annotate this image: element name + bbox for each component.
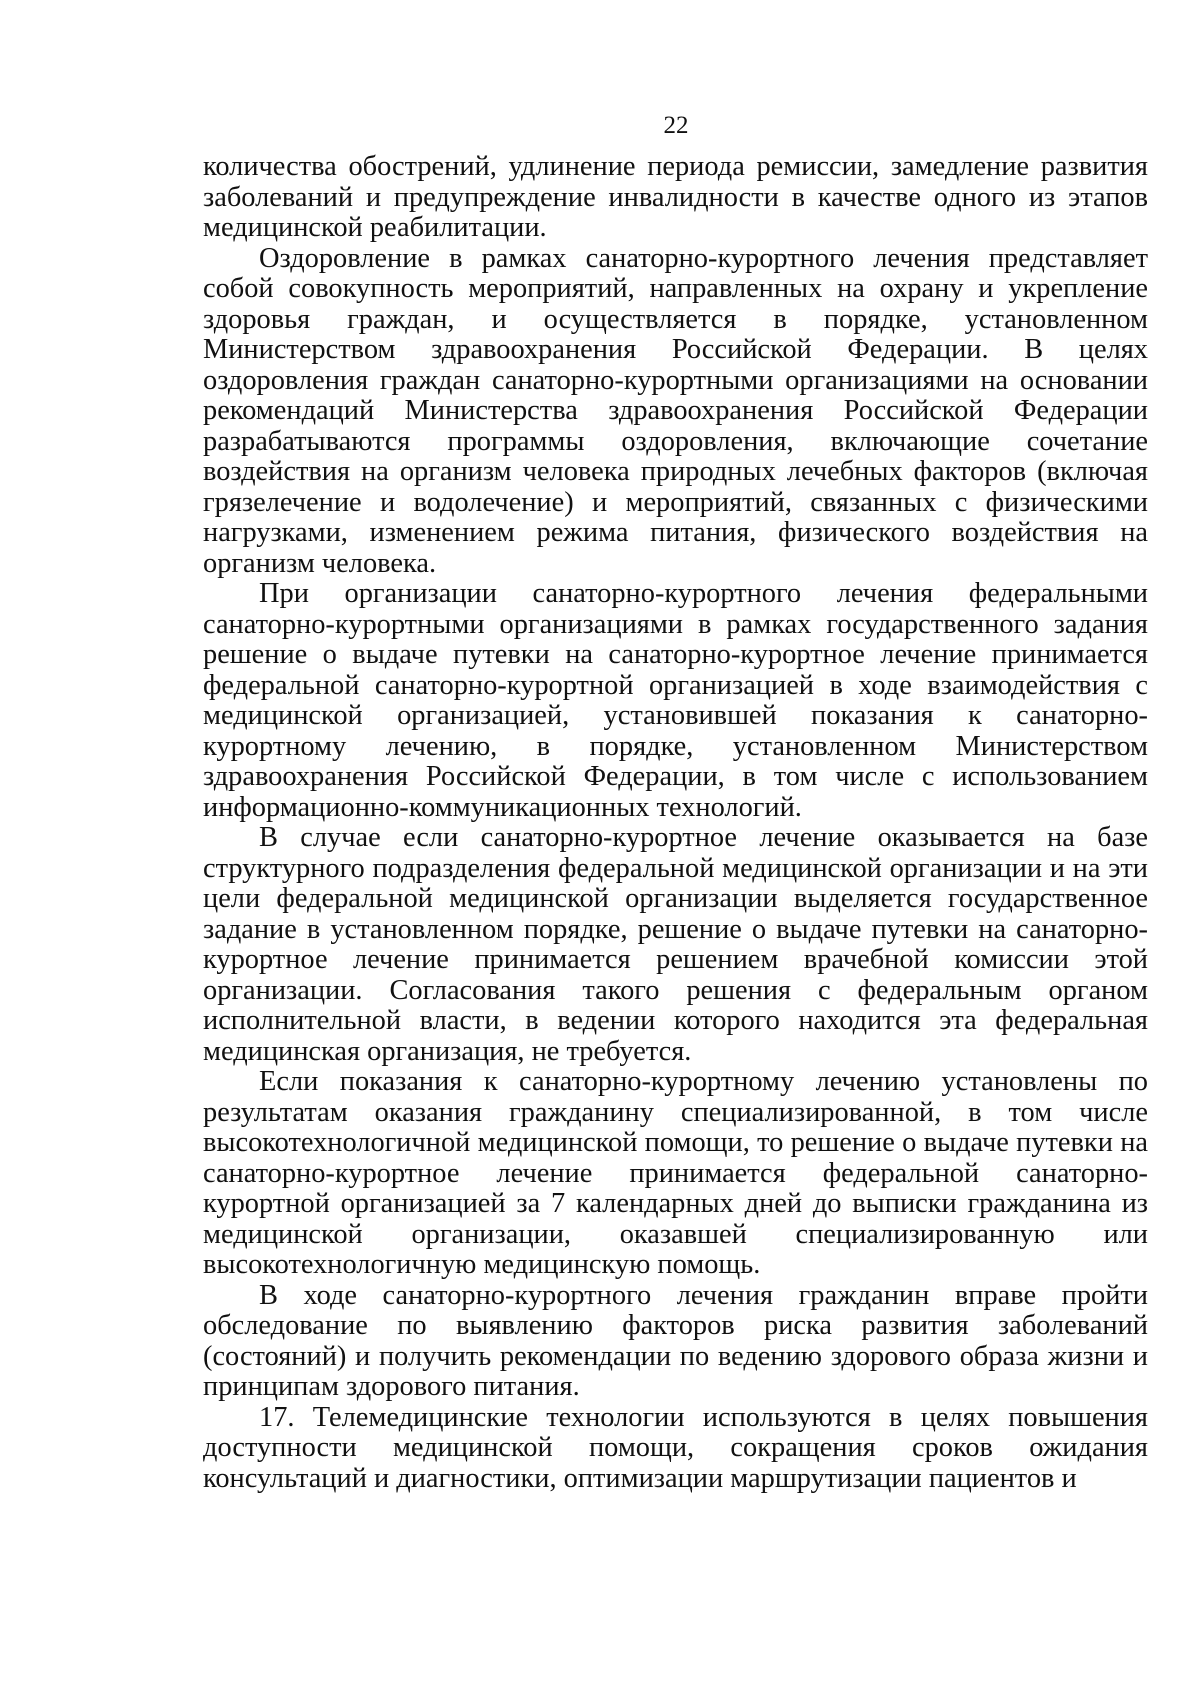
paragraph-specialized-care: Если показания к санаторно-курортному лечению установлены по результатам оказания гражданину специализированной, в том числе высокотехнологичной медицинской помощи, то решение о выдаче путевки на санаторно-курортное лечение принимается федеральной санаторно-курортной организацией за 7 календарных дней до выписки гражданина из медицинской организации, оказавшей специализированную или высокотехнологичную медицинскую помощь.: [203, 1066, 1148, 1280]
paragraph-risk-factors: В ходе санаторно-курортного лечения гражданин вправе пройти обследование по выявлению факторов риска развития заболеваний (состояний) и получить рекомендации по ведению здорового образа жизни и принципам здорового питания.: [203, 1279, 1148, 1402]
paragraph-telemedicine: 17. Телемедицинские технологии используются в целях повышения доступности медицинской помощи, сокращения сроков ожидания консультаций и диагностики, оптимизации маршрутизации пациентов и: [203, 1401, 1148, 1494]
paragraph-federal-organizations: При организации санаторно-курортного лечения федеральными санаторно-курортными организациями в рамках государственного задания решение о выдаче путевки на санаторно-курортное лечение принимается федеральной санаторно-курортной организацией в ходе взаимодействия с медицинской организацией, установившей показания к санаторно-курортному лечению, в порядке, установленном Министерством здравоохранения Российской Федерации, в том числе с использованием информационно-коммуникационных технологий.: [203, 578, 1148, 823]
paragraph-continuation: количества обострений, удлинение периода ремиссии, замедление развития заболеваний и предупреждение инвалидности в качестве одного из этапов медицинской реабилитации.: [203, 151, 1148, 243]
document-body: [203, 152, 1148, 1494]
paragraph-health-improvement: Оздоровление в рамках санаторно-курортного лечения представляет собой совокупность мероприятий, направленных на охрану и укрепление здоровья граждан, и осуществляется в порядке, установленном Министерством здравоохранения Российской Федерации. В целях оздоровления граждан санаторно-курортными организациями на основании рекомендаций Министерства здравоохранения Российской Федерации разрабатываются программы оздоровления, включающие сочетание воздействия на организм человека природных лечебных факторов (включая грязелечение и водолечение) и мероприятий, связанных с физическими нагрузками, изменением режима питания, физического воздействия на организм человека.: [203, 242, 1148, 579]
paragraph-structural-division: В случае если санаторно-курортное лечение оказывается на базе структурного подразделения федеральной медицинской организации и на эти цели федеральной медицинской организации выделяется государственное задание в установленном порядке, решение о выдаче путевки на санаторно-курортное лечение принимается решением врачебной комиссии этой организации. Согласования такого решения с федеральным органом исполнительной власти, в ведении которого находится эта федеральная медицинская организация, не требуется.: [203, 822, 1148, 1067]
page-number: 22: [663, 112, 689, 139]
